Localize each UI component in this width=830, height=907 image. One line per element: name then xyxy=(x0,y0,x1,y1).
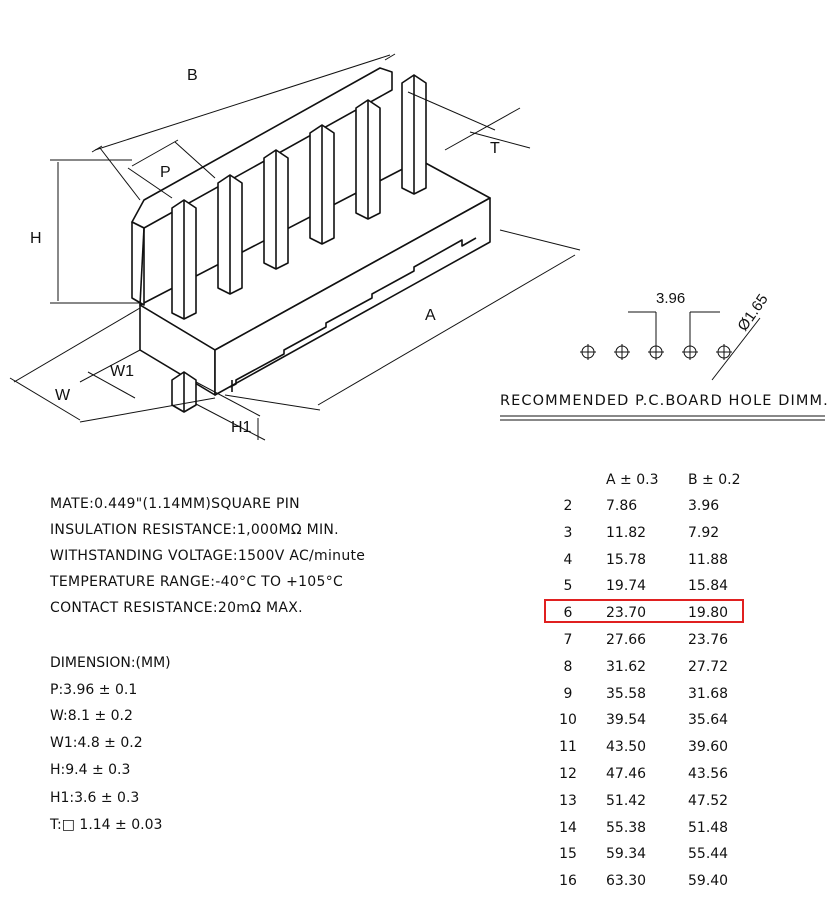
table-header-a: A ± 0.3 xyxy=(606,472,659,488)
table-cell-a: 7.86 xyxy=(606,498,638,514)
table-cell-b: 23.76 xyxy=(688,632,729,648)
dim-label-a: A xyxy=(425,307,436,324)
table-cell-a: 19.74 xyxy=(606,578,647,595)
spec-line-insulation: INSULATION RESISTANCE:1,000MΩ MIN. xyxy=(50,522,339,538)
header-pin xyxy=(264,150,288,269)
table-cell-b: 15.84 xyxy=(688,578,729,595)
table-cell-circuits: 11 xyxy=(559,739,577,756)
header-pin xyxy=(356,100,380,219)
dim-label-p: P xyxy=(160,164,171,181)
table-cell-b: 39.60 xyxy=(688,739,729,756)
table-cell-b: 11.88 xyxy=(688,551,729,568)
table-cell-a: 35.58 xyxy=(606,685,647,702)
pcb-hole xyxy=(580,344,596,360)
header-pin xyxy=(172,200,196,319)
dim-label-h: H xyxy=(30,230,42,247)
table-cell-circuits: 12 xyxy=(559,766,577,782)
dim-label-h1: H1 xyxy=(231,419,252,436)
table-cell-circuits: 16 xyxy=(559,873,577,890)
table-cell-b: 31.68 xyxy=(688,685,729,702)
table-cell-b: 35.64 xyxy=(688,712,729,729)
recommended-hole-heading: RECOMMENDED P.C.BOARD HOLE DIMM. xyxy=(500,393,829,409)
table-cell-b: 47.52 xyxy=(688,792,729,809)
table-cell-a: 55.38 xyxy=(606,819,647,836)
table-cell-a: 15.78 xyxy=(606,551,647,568)
dimension-p: P:3.96 ± 0.1 xyxy=(50,682,138,698)
table-cell-circuits: 15 xyxy=(559,846,577,863)
table-cell-a: 47.46 xyxy=(606,766,647,782)
table-cell-circuits: 3 xyxy=(563,524,573,541)
table-header-b: B ± 0.2 xyxy=(688,472,741,488)
table-cell-b: 43.56 xyxy=(688,766,729,782)
spec-line-voltage: WITHSTANDING VOLTAGE:1500V AC/minute xyxy=(50,548,366,564)
table-cell-b: 51.48 xyxy=(688,819,729,836)
table-cell-a: 43.50 xyxy=(606,739,647,756)
dim-label-w1: W1 xyxy=(110,363,134,380)
table-cell-circuits: 2 xyxy=(563,498,573,514)
table-cell-circuits: 6 xyxy=(563,605,573,622)
table-cell-circuits: 7 xyxy=(563,632,573,648)
table-cell-a: 31.62 xyxy=(606,658,647,675)
table-cell-a: 11.82 xyxy=(606,524,647,541)
table-cell-b: 7.92 xyxy=(688,524,720,541)
dim-label-w: W xyxy=(55,387,71,404)
dim-label-t: T xyxy=(490,140,500,157)
table-cell-b: 27.72 xyxy=(688,658,729,675)
header-pin xyxy=(310,125,334,244)
table-cell-b: 55.44 xyxy=(688,846,729,863)
table-cell-circuits: 10 xyxy=(559,712,577,729)
table-cell-circuits: 8 xyxy=(563,658,573,675)
table-cell-a: 51.42 xyxy=(606,792,647,809)
dimension-w1: W1:4.8 ± 0.2 xyxy=(50,735,143,751)
dimension-w: W:8.1 ± 0.2 xyxy=(50,708,133,724)
table-cell-circuits: 4 xyxy=(563,551,573,568)
dimension-h1: H1:3.6 ± 0.3 xyxy=(50,790,140,806)
header-pin xyxy=(218,175,242,294)
spec-line-temperature: TEMPERATURE RANGE:-40°C TO +105°C xyxy=(50,574,344,590)
pcb-hole-pattern xyxy=(580,312,760,380)
hole-diameter-label: Ø1.65 xyxy=(734,291,772,335)
bottom-pin xyxy=(172,372,196,412)
table-cell-b: 3.96 xyxy=(688,498,720,514)
hole-pitch-label: 3.96 xyxy=(656,290,686,307)
spec-line-mate: MATE:0.449"(1.14MM)SQUARE PIN xyxy=(50,496,300,512)
table-cell-b: 59.40 xyxy=(688,873,729,890)
table-cell-a: 27.66 xyxy=(606,632,647,648)
table-cell-circuits: 14 xyxy=(559,819,577,836)
table-cell-circuits: 9 xyxy=(563,685,573,702)
spec-line-contact: CONTACT RESISTANCE:20mΩ MAX. xyxy=(50,600,303,616)
dim-label-b: B xyxy=(187,67,198,84)
dimensions-title: DIMENSION:(MM) xyxy=(50,655,171,671)
dimension-t: T:□ 1.14 ± 0.03 xyxy=(50,817,163,833)
table-cell-a: 59.34 xyxy=(606,846,647,863)
dimension-h: H:9.4 ± 0.3 xyxy=(50,762,131,778)
table-cell-a: 23.70 xyxy=(606,605,647,622)
table-cell-b: 19.80 xyxy=(688,605,729,622)
pcb-hole xyxy=(614,344,630,360)
table-cell-circuits: 5 xyxy=(563,578,573,595)
pcb-hole xyxy=(682,344,698,360)
highlighted-row-box xyxy=(544,599,744,623)
table-cell-a: 63.30 xyxy=(606,873,647,890)
table-cell-a: 39.54 xyxy=(606,712,647,729)
pcb-hole xyxy=(648,344,664,360)
table-cell-circuits: 13 xyxy=(559,792,577,809)
header-pin xyxy=(402,75,426,194)
